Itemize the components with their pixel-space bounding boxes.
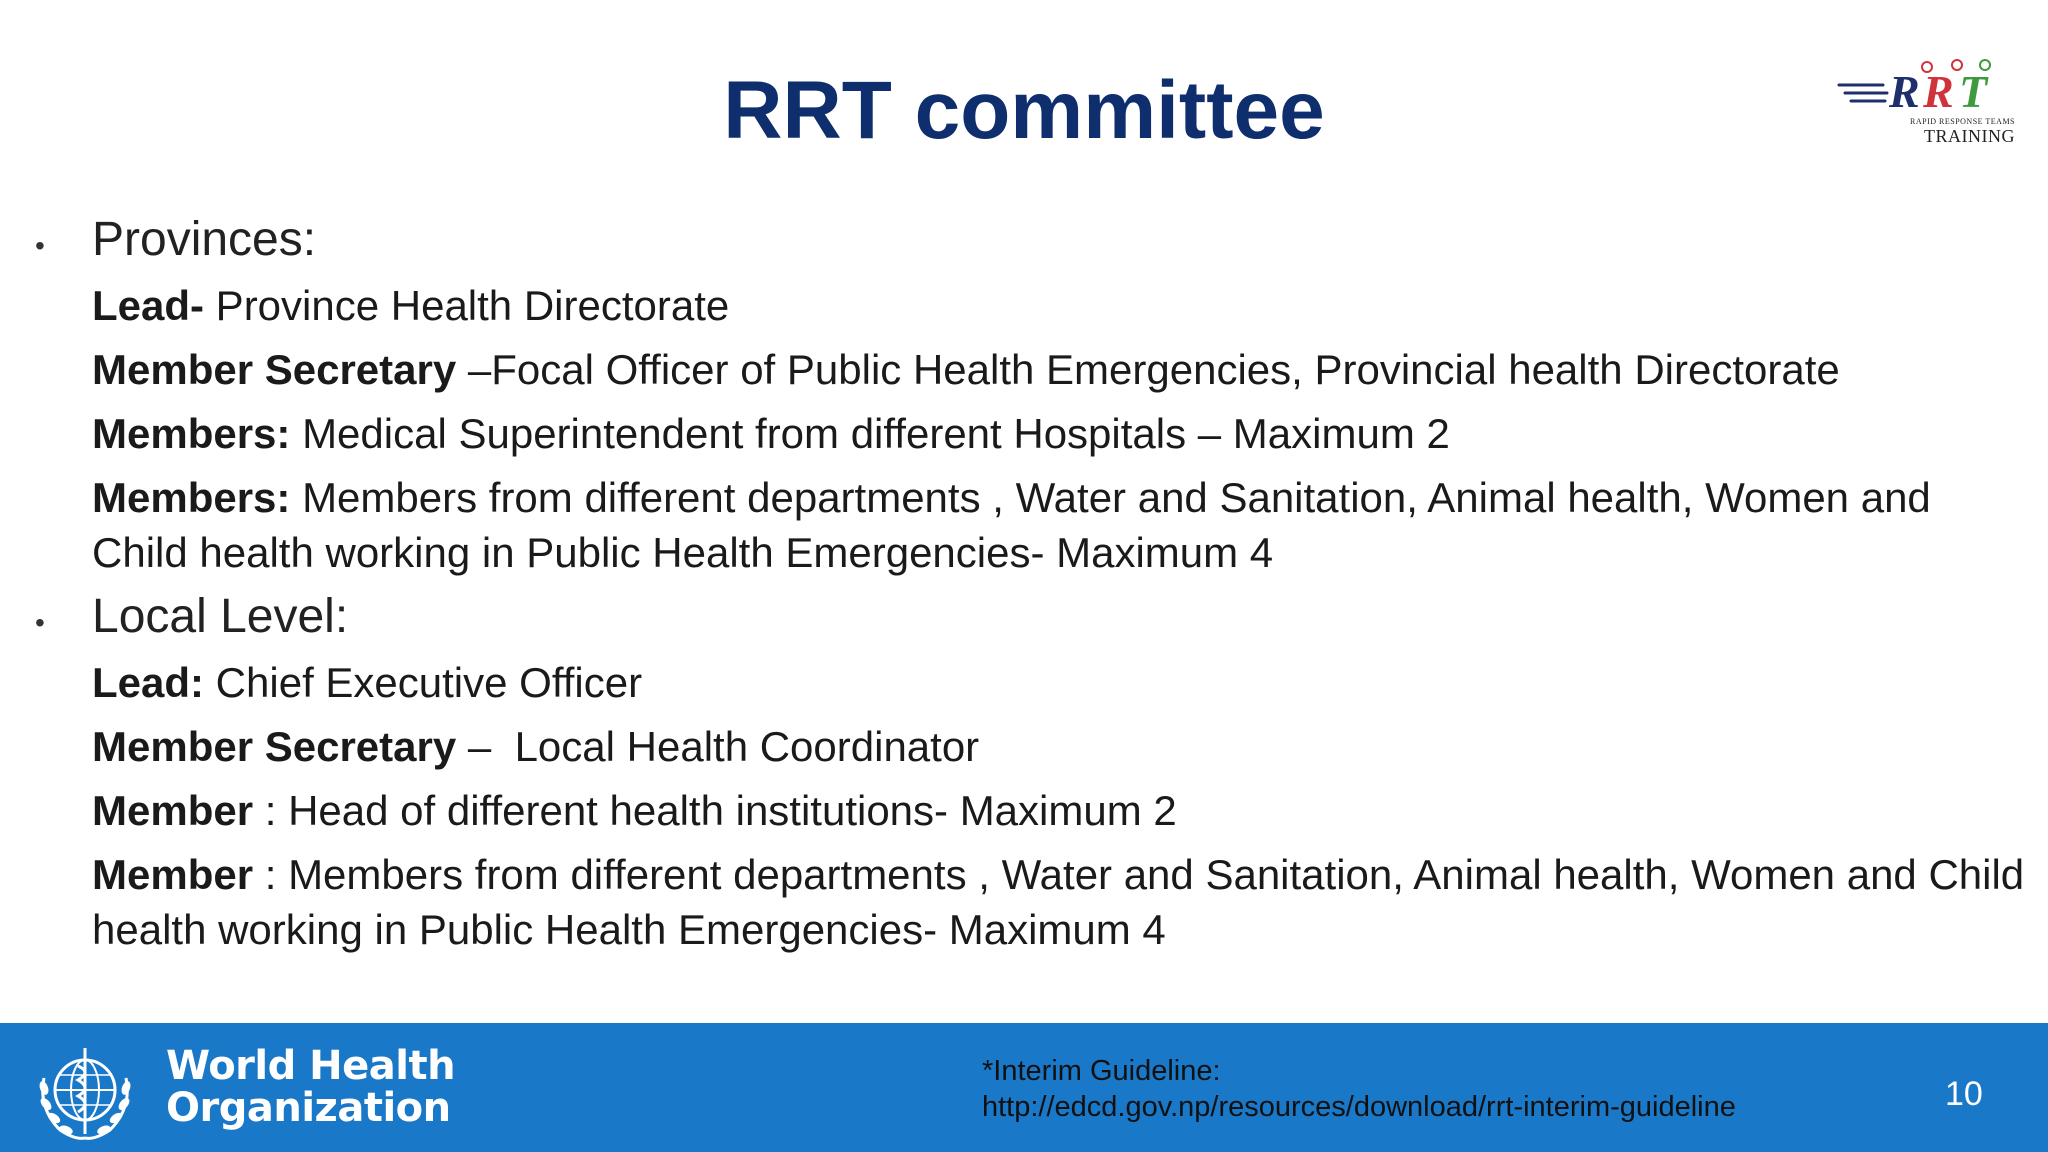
who-emblem-icon [30, 1038, 140, 1148]
item-text: : Members from different departments , Water and Sanitation, Animal health, Women and Child health working in Public Health Emergencies- Maximum 4 [92, 851, 2025, 953]
item-text: Chief Executive Officer [204, 659, 643, 706]
item-text: Members from different departments , Water and Sanitation, Animal health, Women and Child health working in Public Health Emergencies- Maximum 4 [92, 474, 1931, 576]
item-label: Lead: [92, 659, 205, 706]
provinces-member-secretary [92, 342, 2032, 397]
svg-text:T: T [1959, 66, 1988, 117]
item-text: Province Health Directorate [204, 282, 730, 329]
who-wordmark-line2: Organization [166, 1085, 451, 1131]
guideline-label: *Interim Guideline: [982, 1055, 1221, 1087]
slide-content [0, 212, 2048, 966]
rrt-training-logo [1835, 55, 2015, 155]
slide-title: RRT committee [723, 65, 1325, 156]
item-text: Medical Superintendent from different Hospitals – Maximum 2 [290, 410, 1450, 457]
bullet-heading: Provinces: [92, 213, 317, 266]
item-label: Lead- [92, 282, 205, 329]
local-member-departments [92, 847, 2032, 957]
bullet-provinces [0, 212, 2048, 278]
local-member-institutions [92, 783, 2032, 838]
rrt-logo-tagline: RAPID RESPONSE TEAMS [1910, 117, 2015, 126]
provinces-members-hospitals [92, 406, 2032, 461]
page-number: 10 [1945, 1075, 1983, 1113]
svg-text:R: R [1923, 66, 1954, 117]
item-label: Member [92, 851, 254, 898]
item-text: – Local Health Coordinator [456, 723, 980, 770]
bullet-local-level [0, 589, 2048, 655]
rrt-logo-graphic [1835, 55, 2015, 119]
provinces-lead [92, 278, 2032, 333]
item-label: Member Secretary [92, 346, 457, 393]
local-member-secretary [92, 719, 2032, 774]
item-label: Member Secretary [92, 723, 457, 770]
guideline-url: http://edcd.gov.np/resources/download/rrt-interim-guideline [982, 1091, 1736, 1123]
item-text: : Head of different health institutions- Maximum 2 [253, 787, 1177, 834]
svg-text:R: R [1889, 66, 1920, 117]
provinces-members-departments [92, 470, 2032, 580]
local-lead [92, 655, 2032, 710]
guideline-reference [982, 1053, 1736, 1125]
bullet-dot: • [35, 607, 45, 638]
bullet-heading: Local Level: [92, 590, 349, 643]
item-label: Members: [92, 410, 291, 457]
who-wordmark-line1: World Health [166, 1043, 456, 1089]
item-label: Members: [92, 474, 291, 521]
footer-bar [0, 1023, 2048, 1152]
bullet-dot: • [35, 230, 45, 261]
rrt-logo-training: TRAINING [1924, 126, 2015, 146]
who-wordmark [166, 1045, 455, 1129]
item-text: –Focal Officer of Public Health Emergencies, Provincial health Directorate [456, 346, 1840, 393]
item-label: Member [92, 787, 254, 834]
